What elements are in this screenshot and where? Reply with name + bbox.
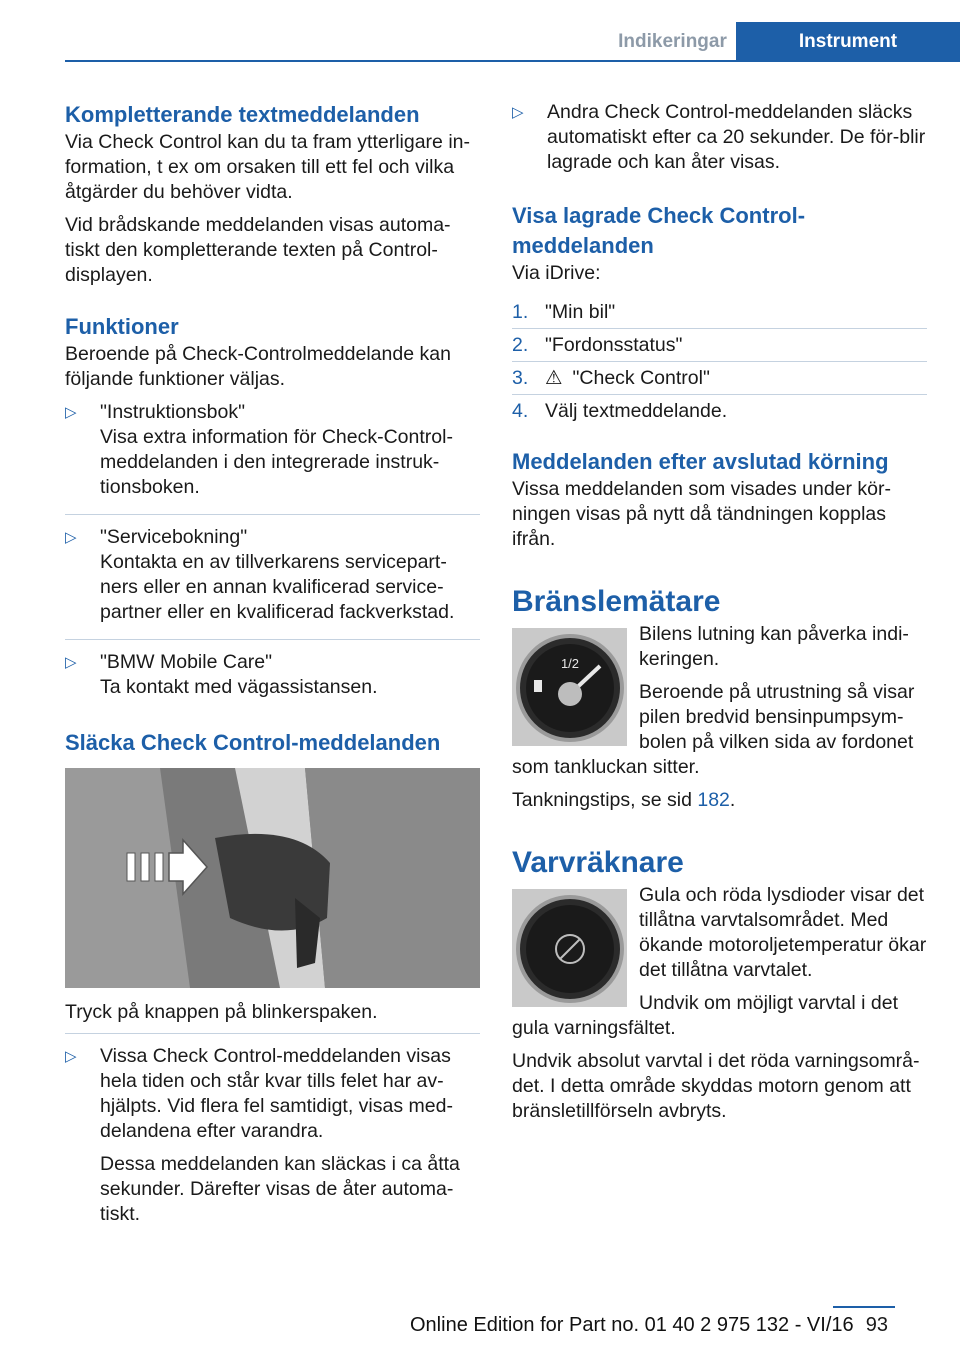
bullet-text: Visa extra information för Check-Control-meddelanden i den integrerade instruk-tionsboken. [100, 426, 453, 498]
step-text: Välj textmeddelande. [545, 400, 728, 422]
header-divider [65, 60, 960, 62]
step-number: 4. [512, 400, 529, 422]
text-tankning: Tankningstips, se sid [512, 789, 698, 811]
paragraph: Undvik absolut varvtal i det röda varningsområ-det. I detta område skyddas motorn genom att bränsletillförseln avbryts. [512, 1050, 920, 1122]
bullet-text: Dessa meddelanden kan släckas i ca åtta sekunder. Därefter visas de åter automa-tiskt. [100, 1153, 460, 1225]
paragraph: Beroende på utrustning så visar pilen bredvid bensinpumpsym-bolen på vilken sida av fordonet som tankluckan sitter. [512, 681, 915, 778]
heading-funktioner: Funktioner [65, 314, 179, 339]
heading-slacka: Släcka Check Control-meddelanden [65, 730, 441, 755]
step-number: 3. [512, 367, 529, 389]
triangle-bullet-icon: ▷ [65, 1048, 77, 1065]
bullet-title: "Servicebokning" [100, 526, 248, 548]
list-item [512, 362, 927, 395]
divider [65, 514, 480, 515]
step-number: 1. [512, 301, 529, 323]
page-number: 93 [865, 1314, 888, 1336]
gauge-half-label: 1/2 [560, 656, 580, 671]
list-item [512, 395, 927, 427]
paragraph: Beroende på Check-Controlmeddelande kan följande funktioner väljas. [65, 343, 451, 390]
step-text: "Fordonsstatus" [545, 334, 683, 356]
paragraph: Gula och röda lysdioder visar det tillåtna varvtalsområdet. Med ökande motoroljetemperatur ökar det tillåtna varvtalet. [639, 884, 927, 981]
bullet-text: Ta kontakt med vägassistansen. [100, 676, 378, 698]
triangle-bullet-icon: ▷ [65, 654, 77, 671]
paragraph: Bilens lutning kan påverka indi-keringen. [639, 623, 909, 670]
bullet-title: "BMW Mobile Care" [100, 651, 273, 673]
blinker-stalk-photo [65, 768, 480, 988]
heading-branslematare: Bränslemätare [512, 585, 721, 618]
fuel-gauge-image [512, 628, 627, 746]
bullet-text: Andra Check Control-meddelanden släcks automatiskt efter ca 20 sekunder. De för-blir lagrade och kan åter visas. [547, 101, 926, 173]
heading-varvraknare: Varvräknare [512, 846, 684, 879]
triangle-bullet-icon: ▷ [65, 529, 77, 546]
page-header [65, 22, 960, 62]
heading-visa-lagrade: Visa lagrade Check Control-meddelanden [512, 203, 806, 258]
divider [65, 639, 480, 640]
page-link[interactable]: 182 [697, 789, 730, 811]
list-item [512, 296, 927, 329]
paragraph: Via Check Control kan du ta fram ytterligare in-formation, t ex om orsaken till ett fel och vilka åtgärder du behöver vidta. [65, 131, 470, 203]
footer-divider [833, 1306, 895, 1308]
bullet-text: Vissa Check Control-meddelanden visas hela tiden och står kvar tills felet har av-hjälpts. Vid flera fel samtidigt, visas med-delandena efter varandra. [100, 1045, 453, 1142]
paragraph: Vissa meddelanden som visades under kör-ningen visas på nytt då tändningen kopplas ifrån. [512, 478, 892, 550]
heading-meddelanden-efter: Meddelanden efter avslutad körning [512, 449, 889, 474]
bullet-title: "Instruktionsbok" [100, 401, 245, 423]
triangle-bullet-icon: ▷ [65, 404, 77, 421]
heading-kompletterande: Kompletterande textmeddelanden [65, 102, 420, 127]
tab-indikeringar[interactable]: Indikeringar [618, 31, 727, 52]
step-number: 2. [512, 334, 529, 356]
list-item [65, 525, 480, 633]
list-item [512, 100, 927, 183]
warning-triangle-icon: ⚠ [545, 367, 563, 389]
step-text: "Min bil" [545, 301, 616, 323]
period: . [729, 789, 736, 811]
paragraph: Via iDrive: [512, 262, 601, 284]
tab-instrument[interactable]: Instrument [736, 22, 960, 62]
left-column [65, 100, 480, 1235]
paragraph: Vid brådskande meddelanden visas automa-tiskt den kompletterande texten på Control-displayen. [65, 214, 451, 286]
divider [65, 1033, 480, 1034]
list-item [512, 329, 927, 362]
online-edition-text: Online Edition for Part no. 01 40 2 975 132 - VI/16 [410, 1314, 854, 1336]
bullet-text: Kontakta en av tillverkarens servicepart-ners eller en annan kvalificerad service-partner eller en kvalificerad fackverkstad. [100, 551, 455, 623]
paragraph [512, 788, 927, 813]
list-item [65, 400, 480, 508]
right-column [512, 100, 927, 1132]
step-text: "Check Control" [572, 367, 710, 389]
list-item [65, 1044, 480, 1235]
list-item [65, 650, 480, 708]
paragraph: Undvik om möjligt varvtal i det gula varningsfältet. [512, 992, 899, 1039]
paragraph: Tryck på knappen på blinkerspaken. [65, 1001, 378, 1023]
tachometer-image [512, 889, 627, 1007]
triangle-bullet-icon: ▷ [512, 104, 524, 121]
